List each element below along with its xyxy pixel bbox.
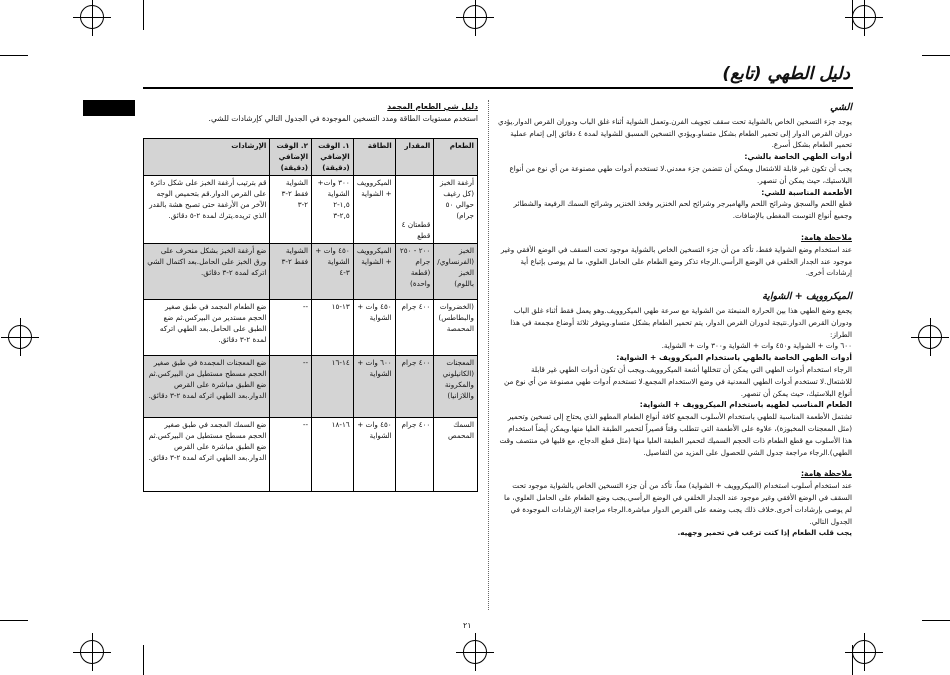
- combi-foods-heading: الطعام المناسب لطهيه باستخدام الميكروويف + الشواية:: [639, 400, 852, 410]
- combi-heading: الميكروويف + الشواية: [762, 291, 852, 303]
- crop-mark: [922, 620, 950, 621]
- crop-mark: [852, 0, 853, 30]
- cell-amount: ٢٠٠ - ٢٥٠ جرام (قطعة واحدة): [395, 244, 434, 300]
- cell-power: ٦٠٠ وات + الشواية: [353, 356, 395, 418]
- cell-time-2: الشواية فقط ٢-٣: [270, 244, 312, 300]
- registration-mark-top-right: [852, 5, 876, 29]
- cell-food: (الخضروات والبطاطس) المحمصة: [434, 300, 478, 356]
- table-row: [144, 176, 478, 244]
- cell-power: ٤٥٠ وات + الشواية: [353, 300, 395, 356]
- cell-food: أرغفة الخبز (كل رغيف حوالي ٥٠ جرام): [434, 176, 478, 244]
- header-power: الطاقة: [353, 139, 395, 176]
- grill-intro: يوجد جزء التسخين الخاص بالشواية تحت سقف تجويف الفرن.وتعمل الشواية أثناء غلق الباب ودوران القرص الدوار.يؤدي دوران القرص الدوار إلى تحمير الطعام بشكل متساو.ويؤدي التسخين المسبق للشواية لمدة ٤ دقائق إلى إتمام عملية تحمير الطعام بشكل أسرع.: [497, 116, 852, 150]
- cell-time-1: ١٤-١٦: [312, 356, 354, 418]
- final-note: يجب قلب الطعام إذا كنت ترغب في تحمير وجهيه.: [677, 528, 852, 538]
- note-title: ملاحظة هامة:: [800, 232, 852, 242]
- crop-mark: [922, 55, 950, 56]
- cell-amount: ٤٠٠ جرام: [395, 356, 434, 418]
- foods-heading: الأطعمة المناسبة للشي:: [761, 187, 852, 197]
- cell-power: الميكروويف + الشواية: [353, 244, 395, 300]
- page-number: ٢١: [463, 621, 472, 630]
- registration-mark-top-center: [463, 5, 487, 29]
- crop-mark: [143, 645, 144, 675]
- crop-mark: [0, 620, 28, 621]
- cell-time-1: ٤٥٠ وات + الشواية ٣-٤: [312, 244, 354, 300]
- cell-amount: ٤٠٠ جرام: [395, 418, 434, 492]
- frozen-grill-intro: استخدم مستويات الطاقة ومدد التسخين الموجودة في الجدول التالي كإرشادات للشي.: [208, 113, 478, 123]
- cell-instructions: ضع السمك المجمد في طبق صغير الحجم مسطح مستطيل من البيركس.ثم ضع الطبق مباشرة على القرص الدوار.بعد الطهي اتركه لمدة ٢-٣ دقائق.: [144, 418, 270, 492]
- cell-time-1: ٣٠٠ وات+ الشواية ١,٥-٢ ٢,٥-٣: [312, 176, 354, 244]
- table-header-row: [144, 139, 478, 176]
- utensils-text: يجب أن تكون غير قابلة للاشتعال ويمكن أن تتضمن جزء معدني.لا تستخدم أدوات طهي مصنوعة من أي نوع من أنواع البلاستيك، حيث يمكن أن تنصهر.: [509, 163, 852, 185]
- crop-mark: [143, 0, 144, 30]
- frozen-grill-subheading: دليل شي الطعام المجمد: [387, 102, 478, 111]
- cell-food: السمك المحمص: [434, 418, 478, 492]
- header-instructions: الإرشادات: [144, 139, 270, 176]
- crop-mark: [852, 645, 853, 675]
- registration-mark-bottom-left: [80, 640, 104, 664]
- registration-mark-left: [8, 325, 32, 349]
- combi-foods-text: تشتمل الأطعمة المناسبة للطهي باستخدام الأسلوب المجمع كافة أنواع الطعام المطهو الذي يحتاج إلى تسخين وتحمير (مثل المعجنات المخبوزة)، علاوة على الأطعمة التي تتطلب وقتاً قصيراً لتحمير الطبقة العليا منها.ويمكن أيضاً استخدام هذا الأسلوب مع قطع الطعام ذات الحجم السميك لتحمير الطبقة العليا منها (مثل قطع الدجاج، مع قلبها في منتصف وقت الطهي).الرجاء مراجعة جدول الشي للحصول على المزيد من التفاصيل.: [499, 412, 852, 457]
- cell-instructions: ضع الطعام المجمد في طبق صغير الحجم مستدير من البيركس.ثم ضع الطبق على الحامل.بعد الطهي اتركه لمدة ٢-٣ دقائق.: [144, 300, 270, 356]
- cell-amount: قطعتان ٤ قطع: [395, 176, 434, 244]
- crop-mark: [0, 55, 28, 56]
- cell-time-2: --: [270, 300, 312, 356]
- column-divider: [488, 100, 489, 610]
- cell-instructions: ضع أرغفة الخبز بشكل منحرف على ورق الخبز على الحامل.بعد اكتمال الشي اتركه لمدة ٢-٣ دقائق.: [144, 244, 270, 300]
- cell-time-2: الشواية فقط ٢-٣ ٢-٣: [270, 176, 312, 244]
- right-column: [497, 100, 852, 539]
- table-row: [144, 418, 478, 492]
- note-title: ملاحظة هامة:: [800, 469, 852, 479]
- combi-modes: ٦٠٠ وات + الشواية و٤٥٠ وات + الشواية و٣٠٠ وات + الشواية.: [661, 341, 852, 351]
- combi-intro: يجمع وضع الطهي هذا بين الحرارة المنبعثة من الشواية مع سرعة طهي الميكروويف.وهو يعمل فقط أثناء غلق الباب ودوران القرص الدوار.نتيجة لدوران القرص الدوار، يتم تحمير الطعام بشكل متساو.ويتوفر ثلاثة أوضاع مجمعة في هذا الطراز:: [510, 305, 852, 339]
- page-title: دليل الطهي (تابع): [722, 64, 850, 84]
- note-text: عند استخدام أسلوب استخدام (الميكروويف + الشواية) معاً، تأكد من أن جزء التسخين الخاص بالشواية موجود تحت السقف في الوضع الأفقي وغير موجود عند الجدار الخلفي في الوضع الرأسي.يجب وضع الطعام على الحامل العلوي، ما لم يوصى بإرشادات أخرى.خلاف ذلك يجب وضعه على القرص الدوار مباشرة.الرجاء مراجعة الإرشادات الموجودة في الجدول التالي.: [503, 481, 852, 526]
- cell-food: الخبز (الفرنساوي/ الخبز باللوم): [434, 244, 478, 300]
- header-time-2: ٢. الوقت الإضافي (دقيقة): [270, 139, 312, 176]
- cell-time-2: --: [270, 356, 312, 418]
- cell-time-1: ١٣-١٥: [312, 300, 354, 356]
- title-rule: [143, 87, 853, 89]
- cell-time-2: --: [270, 418, 312, 492]
- cell-power: الميكروويف + الشواية: [353, 176, 395, 244]
- foods-text: قطع اللحم والسجق وشرائح اللحم والهامبرجر وشرائح لحم الخنزير وفخذ الخنزير وشرائح السمك الرفيعة والشطائر وجميع أنواع التوست المغطى بالإضافات.: [513, 199, 852, 221]
- registration-mark-bottom-center: [463, 640, 487, 664]
- header-time-1: ١. الوقت الإضافي (دقيقة): [312, 139, 354, 176]
- registration-mark-right: [918, 325, 942, 349]
- grill-heading: الشي: [830, 102, 852, 113]
- cell-instructions: ضع المعجنات المجمدة في طبق صغير الحجم مسطح مستطيل من البيركس.ثم ضع الطبق مباشرة على القرص الدوار.بعد الطهي اتركه لمدة ٢-٣ دقائق.: [144, 356, 270, 418]
- cell-instructions: قم بترتيب أرغفة الخبز على شكل دائرة على القرص الدوار.قم بتحميص الوجه الآخر من الأرغفة حتى تصبح هشة بالقدر الذي تريده.يترك لمدة ٢-٥ دقائق.: [144, 176, 270, 244]
- table-row: [144, 356, 478, 418]
- header-food: الطعام: [434, 139, 478, 176]
- cell-time-1: ١٦-١٨: [312, 418, 354, 492]
- section-tab: [83, 100, 135, 116]
- combi-utensils-heading: أدوات الطهي الخاصة بالطهي باستخدام الميكروويف + الشواية:: [616, 353, 852, 363]
- utensils-heading: أدوات الطهي الخاصة بالشي:: [744, 152, 852, 162]
- cell-power: ٤٥٠ وات + الشواية: [353, 418, 395, 492]
- header-amount: المقدار: [395, 139, 434, 176]
- frozen-grill-table: [143, 138, 478, 492]
- cell-amount: ٤٠٠ جرام: [395, 300, 434, 356]
- table-row: [144, 300, 478, 356]
- combi-utensils-text: الرجاء استخدام أدوات الطهي التي يمكن أن تتخللها أشعة الميكروويف.ويجب أن تكون أدوات الطهي غير قابلة للاشتعال.لا تستخدم أدوات الطهي المعدنية في وضع الاستخدام المجمع.لا تستخدم أدوات طهي مصنوعة من أي نوع من أنواع البلاستيك، حيث يمكن أن تنصهر.: [504, 364, 852, 398]
- registration-mark-bottom-right: [852, 640, 876, 664]
- note-text: عند استخدام وضع الشواية فقط، تأكد من أن جزء التسخين الخاص بالشواية موجود تحت السقف في الوضع الأفقي وغير موجود عند الجدار الخلفي في الوضع الرأسي.الرجاء تذكر وضع الطعام على الحامل العلوي، ما لم يوصى بإتباع أية إرشادات أخرى.: [500, 244, 852, 278]
- registration-mark-top-left: [80, 5, 104, 29]
- cell-food: المعجنات (الكانيلوني والمكرونة واللازانيا): [434, 356, 478, 418]
- table-row: [144, 244, 478, 300]
- left-column-header: [143, 101, 478, 124]
